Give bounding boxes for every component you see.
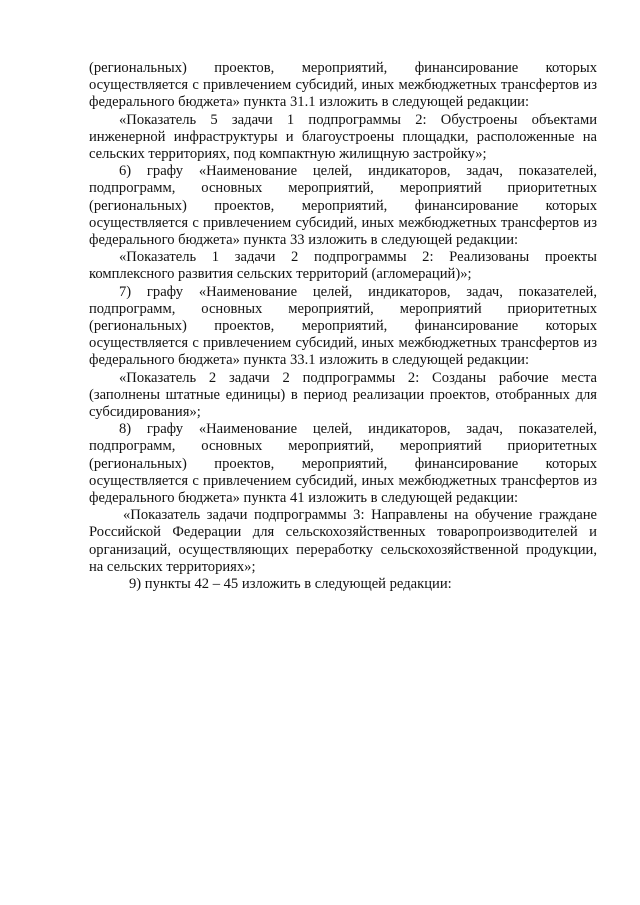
paragraph-9: 9) пункты 42 – 45 изложить в следующей редакции: — [129, 576, 452, 593]
paragraph-1: (региональных) проектов, мероприятий, финансирование которых осуществляется с привлечением субсидий, иных межбюджетных трансфертов из федерального бюджета» пункта 31.1 изложить в следующей редакции: — [89, 60, 597, 111]
paragraph-5: 7) графу «Наименование целей, индикаторов, задач, показателей, подпрограмм, основных мероприятий, мероприятий приоритетных (региональных) проектов, мероприятий, финансирование которых осуществляется с привлечением субсидий, иных межбюджетных трансфертов из федерального бюджета» пункта 33.1 изложить в следующей редакции: — [89, 283, 597, 369]
paragraph-8: «Показатель задачи подпрограммы 3: Направлены на обучение граждане Российской Федерации для сельскохозяйственных товаропроизводителей и организаций, осуществляющих переработку сельскохозяйственной продукции, на сельских территориях»; — [89, 507, 597, 575]
paragraph-2: «Показатель 5 задачи 1 подпрограммы 2: Обустроены объектами инженерной инфраструктуры и благоустроены площадки, расположенные на сельских территориях, под компактную жилищную застройку»; — [89, 111, 597, 163]
paragraph-6: «Показатель 2 задачи 2 подпрограммы 2: Созданы рабочие места (заполнены штатные единицы) в период реализации проектов, отобранных для субсидирования»; — [89, 369, 597, 421]
paragraph-3: 6) графу «Наименование целей, индикаторов, задач, показателей, подпрограмм, основных мероприятий, мероприятий приоритетных (региональных) проектов, мероприятий, финансирование которых осуществляется с привлечением субсидий, иных межбюджетных трансфертов из федерального бюджета» пункта 33 изложить в следующей редакции: — [89, 163, 597, 249]
document-body — [89, 60, 597, 593]
paragraph-4: «Показатель 1 задачи 2 подпрограммы 2: Реализованы проекты комплексного развития сельских территорий (агломераций)»; — [89, 249, 597, 283]
paragraph-7: 8) графу «Наименование целей, индикаторов, задач, показателей, подпрограмм, основных мероприятий, мероприятий приоритетных (региональных) проектов, мероприятий, финансирование которых осуществляется с привлечением субсидий, иных межбюджетных трансфертов из федерального бюджета» пункта 41 изложить в следующей редакции: — [89, 421, 597, 507]
